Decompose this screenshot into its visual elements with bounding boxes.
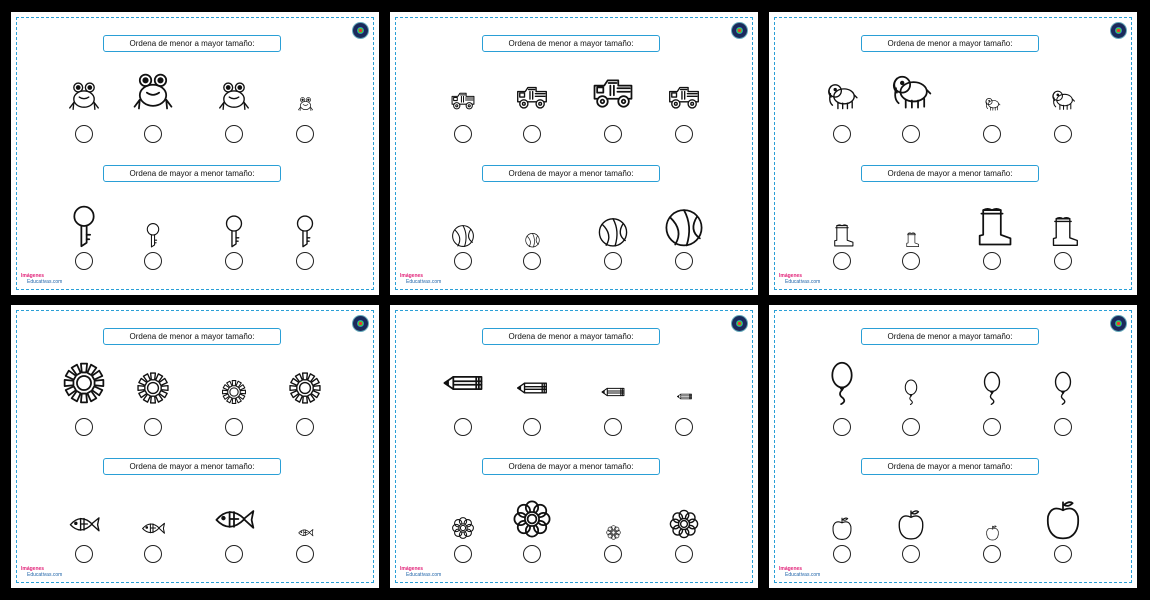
pencil-icon <box>676 388 693 405</box>
answer-circle[interactable] <box>75 125 93 143</box>
dump-truck-icon <box>450 86 476 112</box>
answer-circle[interactable] <box>833 252 851 270</box>
fish-icon <box>67 507 101 541</box>
boot-icon <box>970 204 1014 248</box>
answer-circle[interactable] <box>225 418 243 436</box>
answer-circle[interactable] <box>604 252 622 270</box>
frog-icon <box>217 78 251 112</box>
logo <box>21 273 62 285</box>
answer-circle[interactable] <box>144 125 162 143</box>
beach-ball-icon <box>450 222 476 248</box>
answer-circle[interactable] <box>225 545 243 563</box>
dashed-border <box>774 17 1132 290</box>
answer-circle[interactable] <box>144 545 162 563</box>
dashed-border <box>774 310 1132 583</box>
answer-circle[interactable] <box>296 418 314 436</box>
elephant-icon <box>1050 86 1076 112</box>
instruction-banner: Ordena de mayor a menor tamaño: <box>103 165 281 182</box>
instruction-banner: Ordena de menor a mayor tamaño: <box>861 35 1039 52</box>
answer-circle[interactable] <box>675 125 693 143</box>
logo-line2: Educativas.com <box>406 279 442 285</box>
flower-icon <box>450 515 476 541</box>
dump-truck-icon <box>667 78 701 112</box>
answer-circle[interactable] <box>225 125 243 143</box>
answer-circle[interactable] <box>1054 252 1072 270</box>
key-icon <box>140 222 166 248</box>
answer-circle[interactable] <box>225 252 243 270</box>
answer-circle[interactable] <box>604 545 622 563</box>
answer-circle[interactable] <box>75 545 93 563</box>
logo <box>400 566 441 578</box>
pencil-icon <box>600 379 626 405</box>
key-icon <box>62 204 106 248</box>
answer-circle[interactable] <box>983 418 1001 436</box>
answer-circle[interactable] <box>296 545 314 563</box>
flower-icon <box>667 507 701 541</box>
boot-icon <box>903 231 920 248</box>
site-badge-icon <box>731 315 748 332</box>
answer-circle[interactable] <box>454 545 472 563</box>
instruction-banner: Ordena de menor a mayor tamaño: <box>482 328 660 345</box>
beach-ball-icon <box>524 231 541 248</box>
worksheet-card <box>390 12 758 295</box>
answer-circle[interactable] <box>75 418 93 436</box>
logo <box>21 566 62 578</box>
instruction-banner: Ordena de menor a mayor tamaño: <box>861 328 1039 345</box>
logo-line1: Imágenes <box>779 273 803 279</box>
answer-circle[interactable] <box>902 418 920 436</box>
logo <box>779 566 820 578</box>
boot-icon <box>1046 214 1080 248</box>
dump-truck-icon <box>591 68 635 112</box>
answer-circle[interactable] <box>144 418 162 436</box>
key-icon <box>288 214 322 248</box>
sun-icon <box>62 361 106 405</box>
dashed-border <box>16 17 374 290</box>
answer-circle[interactable] <box>833 125 851 143</box>
answer-circle[interactable] <box>144 252 162 270</box>
answer-circle[interactable] <box>1054 125 1072 143</box>
answer-circle[interactable] <box>983 125 1001 143</box>
balloon-icon <box>898 379 924 405</box>
elephant-icon <box>984 95 1001 112</box>
logo <box>400 273 441 285</box>
worksheet-card <box>390 305 758 588</box>
answer-circle[interactable] <box>675 418 693 436</box>
answer-circle[interactable] <box>296 252 314 270</box>
fish-icon <box>212 497 256 541</box>
sun-icon <box>136 371 170 405</box>
site-badge-icon <box>731 22 748 39</box>
elephant-icon <box>889 68 933 112</box>
apple-icon <box>894 507 928 541</box>
dashed-border <box>16 310 374 583</box>
answer-circle[interactable] <box>675 545 693 563</box>
answer-circle[interactable] <box>454 125 472 143</box>
instruction-banner: Ordena de mayor a menor tamaño: <box>103 458 281 475</box>
logo-line2: Educativas.com <box>785 279 821 285</box>
answer-circle[interactable] <box>983 252 1001 270</box>
pencil-icon <box>441 361 485 405</box>
apple-icon <box>1041 497 1085 541</box>
site-badge-icon <box>352 22 369 39</box>
answer-circle[interactable] <box>983 545 1001 563</box>
fish-icon <box>140 515 166 541</box>
site-badge-icon <box>352 315 369 332</box>
instruction-banner: Ordena de mayor a menor tamaño: <box>482 165 660 182</box>
answer-circle[interactable] <box>296 125 314 143</box>
balloon-icon <box>975 371 1009 405</box>
answer-circle[interactable] <box>454 418 472 436</box>
instruction-banner: Ordena de menor a mayor tamaño: <box>103 35 281 52</box>
logo-line1: Imágenes <box>779 566 803 572</box>
balloon-icon <box>1046 371 1080 405</box>
answer-circle[interactable] <box>75 252 93 270</box>
answer-circle[interactable] <box>833 545 851 563</box>
site-badge-icon <box>1110 315 1127 332</box>
answer-circle[interactable] <box>523 418 541 436</box>
answer-circle[interactable] <box>454 252 472 270</box>
apple-icon <box>829 515 855 541</box>
answer-circle[interactable] <box>902 125 920 143</box>
beach-ball-icon <box>596 214 630 248</box>
answer-circle[interactable] <box>523 545 541 563</box>
boot-icon <box>829 222 855 248</box>
key-icon <box>217 214 251 248</box>
logo-line2: Educativas.com <box>785 572 821 578</box>
logo-line1: Imágenes <box>400 566 424 572</box>
answer-circle[interactable] <box>1054 418 1072 436</box>
flower-icon <box>605 524 622 541</box>
balloon-icon <box>820 361 864 405</box>
frog-icon <box>297 95 314 112</box>
logo-line2: Educativas.com <box>406 572 442 578</box>
frog-icon <box>131 68 175 112</box>
dump-truck-icon <box>515 78 549 112</box>
logo-line2: Educativas.com <box>27 572 63 578</box>
site-badge-icon <box>1110 22 1127 39</box>
answer-circle[interactable] <box>675 252 693 270</box>
dashed-border <box>395 310 753 583</box>
worksheet-card <box>11 305 379 588</box>
answer-circle[interactable] <box>1054 545 1072 563</box>
worksheet-card <box>11 12 379 295</box>
instruction-banner: Ordena de menor a mayor tamaño: <box>103 328 281 345</box>
flower-icon <box>510 497 554 541</box>
frog-icon <box>67 78 101 112</box>
worksheet-card <box>769 305 1137 588</box>
logo-line2: Educativas.com <box>27 279 63 285</box>
answer-circle[interactable] <box>604 418 622 436</box>
sun-icon <box>288 371 322 405</box>
answer-circle[interactable] <box>523 252 541 270</box>
answer-circle[interactable] <box>833 418 851 436</box>
instruction-banner: Ordena de mayor a menor tamaño: <box>861 165 1039 182</box>
fish-icon <box>297 524 314 541</box>
instruction-banner: Ordena de mayor a menor tamaño: <box>861 458 1039 475</box>
instruction-banner: Ordena de mayor a menor tamaño: <box>482 458 660 475</box>
apple-icon <box>984 524 1001 541</box>
answer-circle[interactable] <box>902 252 920 270</box>
beach-ball-icon <box>662 204 706 248</box>
answer-circle[interactable] <box>523 125 541 143</box>
logo-line1: Imágenes <box>21 566 45 572</box>
logo-line1: Imágenes <box>400 273 424 279</box>
logo <box>779 273 820 285</box>
elephant-icon <box>825 78 859 112</box>
instruction-banner: Ordena de menor a mayor tamaño: <box>482 35 660 52</box>
dashed-border <box>395 17 753 290</box>
sun-icon <box>221 379 247 405</box>
pencil-icon <box>515 371 549 405</box>
worksheet-card <box>769 12 1137 295</box>
answer-circle[interactable] <box>604 125 622 143</box>
logo-line1: Imágenes <box>21 273 45 279</box>
answer-circle[interactable] <box>902 545 920 563</box>
